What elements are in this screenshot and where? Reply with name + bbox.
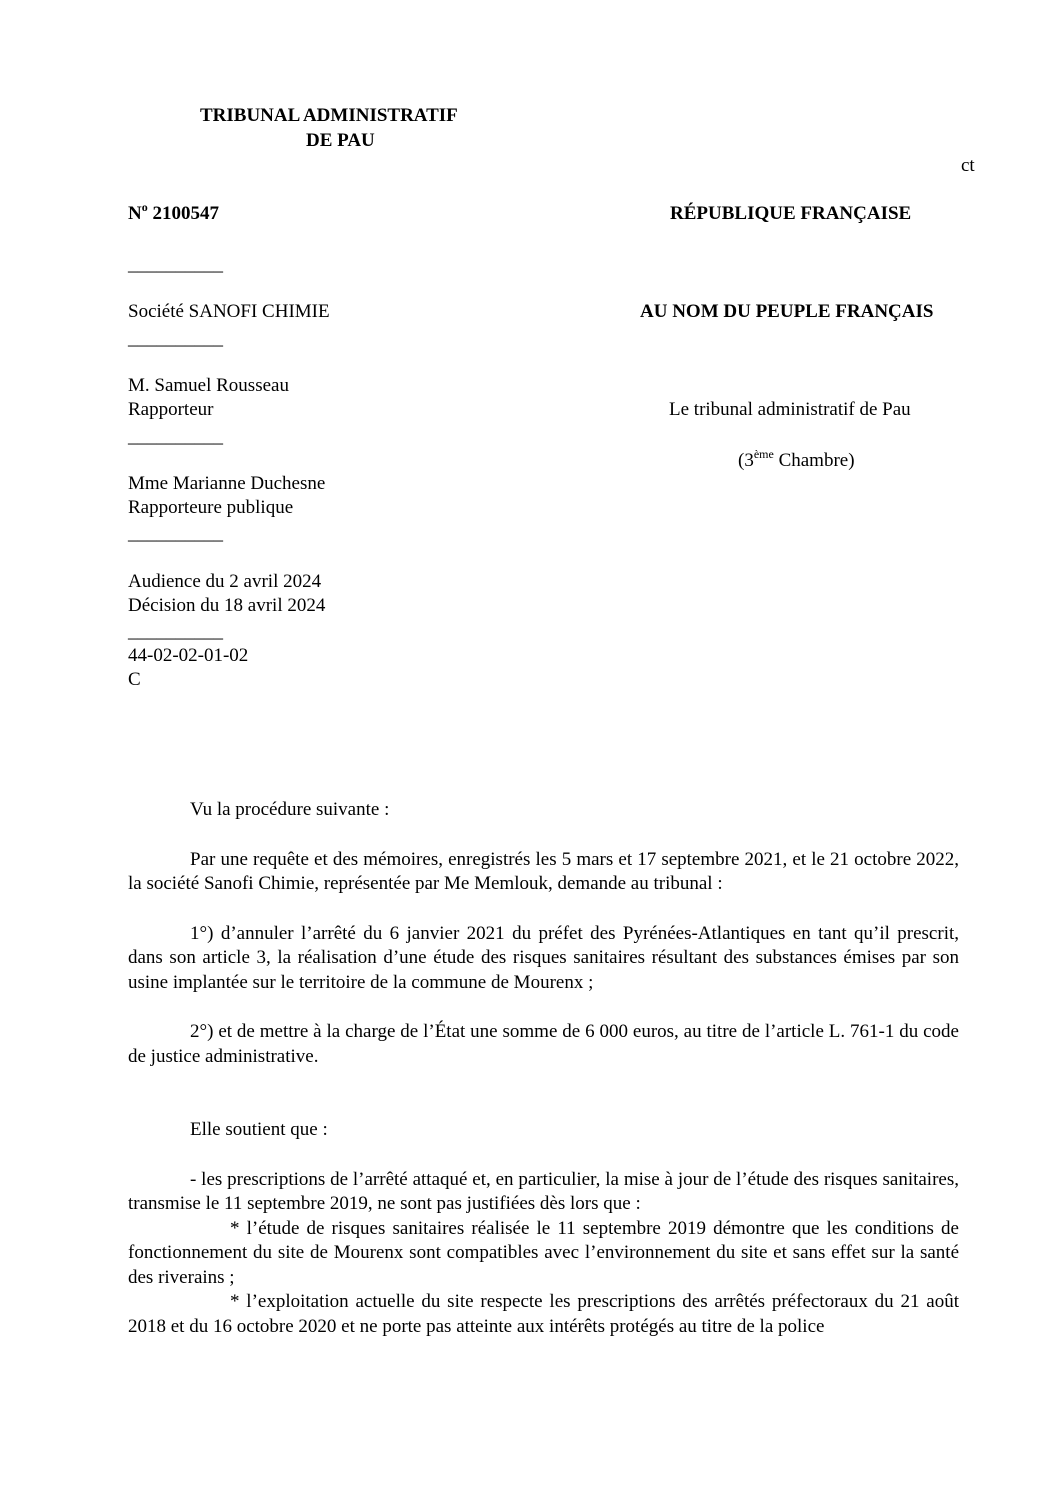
chamber-sup: ème [753,447,774,461]
case-number-prefix: N [128,203,142,224]
hearing-date: Audience du 2 avril 2024 [128,571,322,592]
case-number [128,202,219,227]
in-the-name-heading: AU NOM DU PEUPLE FRANÇAIS [640,301,934,322]
paragraph-argues: Elle soutient que : [190,1119,328,1140]
paragraph-subpoint-1: * l’étude de risques sanitaires réalisée le 11 septembre 2019 démontre que les conditions de fonctionnement du site de Mourenx sont compatibles avec l’environnement du site et sans effet sur la santé des riverains ; [128,1217,959,1288]
separator: __________ [128,328,223,349]
tribunal-name-line2: DE PAU [306,130,375,151]
separator: __________ [128,523,223,544]
decision-date: Décision du 18 avril 2024 [128,595,326,616]
public-rapporteur-name: Mme Marianne Duchesne [128,473,326,494]
paragraph-request: Par une requête et des mémoires, enregistrés les 5 mars et 17 septembre 2021, et le 21 octobre 2022, la société Sanofi Chimie, représentée par Me Memlouk, demande au tribunal : [128,848,959,894]
rapporteur-role: Rapporteur [128,399,214,420]
separator: __________ [128,426,223,447]
tribunal-name-line1: TRIBUNAL ADMINISTRATIF [200,105,458,126]
paragraph-claim-2: 2°) et de mettre à la charge de l’État une somme de 6 000 euros, au titre de l’article L. 761-1 du code de justice administrative. [128,1021,959,1067]
paragraph-subpoint-2: * l’exploitation actuelle du site respecte les prescriptions des arrêtés préfectoraux du 21 août 2018 et du 16 octobre 2020 et ne porte pas atteinte aux intérêts protégés au titre de la police [128,1291,959,1337]
rapporteur-name: M. Samuel Rousseau [128,375,289,396]
paragraph-claim-1: 1°) d’annuler l’arrêté du 6 janvier 2021 du préfet des Pyrénées-Atlantiques en tant qu’il prescrit, dans son article 3, la réalisation d’une étude des risques sanitaires résultant des substances émises par son usine implantée sur le territoire de la commune de Mourenx ; [128,922,959,993]
court-name: Le tribunal administratif de Pau [669,399,911,420]
classification-letter: C [128,669,141,690]
chamber-close: Chambre) [773,450,855,471]
chamber [738,449,855,474]
republic-heading: RÉPUBLIQUE FRANÇAISE [670,203,912,224]
clerk-initials: ct [961,155,975,176]
case-number-sup: o [141,200,148,214]
separator: __________ [128,254,223,275]
procedure-heading: Vu la procédure suivante : [190,799,390,820]
public-rapporteur-role: Rapporteure publique [128,497,294,518]
party-name: Société SANOFI CHIMIE [128,301,330,322]
chamber-open: (3 [738,450,754,471]
paragraph-argument: - les prescriptions de l’arrêté attaqué et, en particulier, la mise à jour de l’étude des risques sanitaires, transmise le 11 septembre 2019, ne sont pas justifiées dès lors que : [128,1168,959,1214]
separator: __________ [128,621,223,642]
case-number-value: 2100547 [147,203,219,224]
classification-code: 44-02-02-01-02 [128,645,249,666]
body-section [128,798,959,1339]
